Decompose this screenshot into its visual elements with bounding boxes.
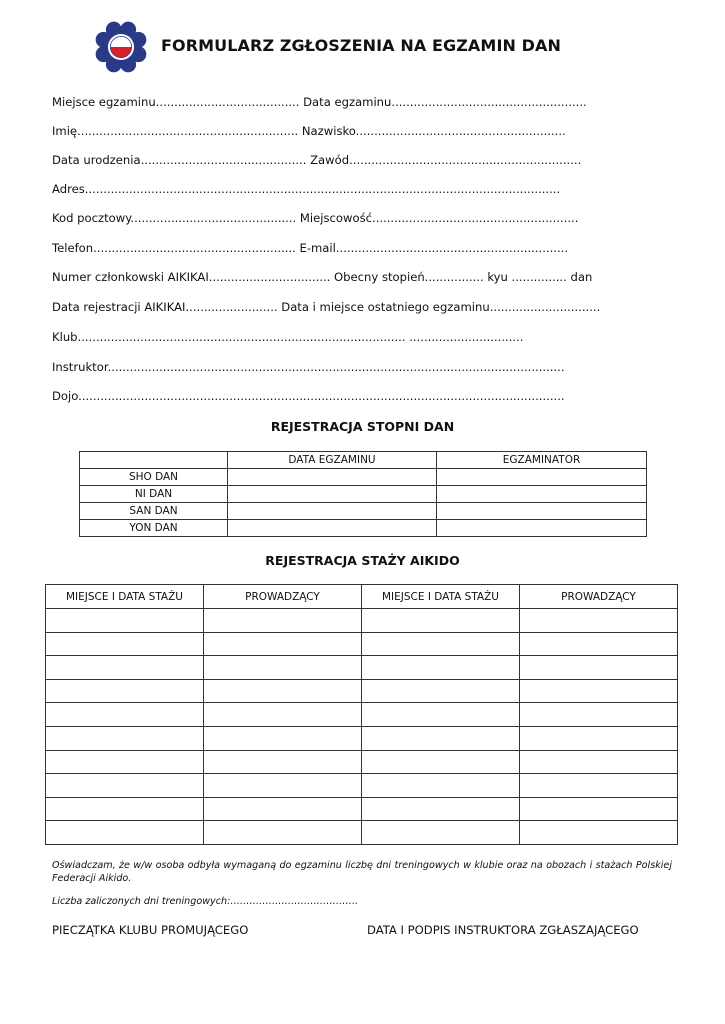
column-header: EGZAMINATOR — [437, 452, 647, 469]
table-cell[interactable] — [46, 750, 204, 774]
table-cell[interactable] — [520, 821, 678, 845]
table-header-row — [80, 452, 647, 469]
table-cell[interactable] — [46, 656, 204, 680]
table-cell[interactable] — [46, 632, 204, 656]
table-row — [80, 486, 647, 503]
table-cell[interactable] — [362, 609, 520, 633]
table-cell[interactable] — [520, 797, 678, 821]
table-row — [46, 656, 678, 680]
column-header: PROWADZĄCY — [204, 585, 362, 609]
table-cell[interactable] — [228, 486, 437, 503]
table-cell[interactable] — [362, 774, 520, 798]
table-cell[interactable] — [204, 703, 362, 727]
table-cell[interactable] — [204, 797, 362, 821]
declaration-text: Oświadczam, że w/w osoba odbyła wymaganą do egzaminu liczbę dni treningowych w klubie oraz na obozach i stażach Polskiej Federacji Aikido. — [52, 860, 672, 884]
dan-section-title: REJESTRACJA STOPNI DAN — [270, 419, 455, 434]
column-header: DATA EGZAMINU — [228, 452, 437, 469]
table-cell[interactable] — [520, 703, 678, 727]
table-cell[interactable] — [228, 520, 437, 537]
row-label: SAN DAN — [80, 503, 228, 520]
table-row — [80, 469, 647, 486]
table-row — [46, 609, 678, 633]
field-club[interactable]: Klub......................................................................................... ............................... — [52, 330, 524, 344]
table-row — [46, 821, 678, 845]
table-cell[interactable] — [204, 821, 362, 845]
table-header-row — [46, 585, 678, 609]
field-birthdate-profession[interactable]: Data urodzenia............................................. Zawód............................................................... — [52, 153, 582, 167]
table-cell[interactable] — [46, 703, 204, 727]
table-cell[interactable] — [362, 679, 520, 703]
table-cell[interactable] — [204, 774, 362, 798]
staz-registration-table — [45, 584, 678, 845]
table-cell[interactable] — [46, 797, 204, 821]
table-cell[interactable] — [46, 726, 204, 750]
table-cell[interactable] — [520, 679, 678, 703]
column-header: PROWADZĄCY — [520, 585, 678, 609]
table-cell[interactable] — [362, 726, 520, 750]
column-header: MIEJSCE I DATA STAŻU — [362, 585, 520, 609]
staz-section-title: REJESTRACJA STAŻY AIKIDO — [265, 553, 460, 568]
row-label: SHO DAN — [80, 469, 228, 486]
field-member-number-grade[interactable]: Numer członkowski AIKIKAI................................. Obecny stopień................ kyu ............... dan — [52, 270, 593, 284]
table-cell[interactable] — [204, 726, 362, 750]
training-days-count[interactable]: Liczba zaliczonych dni treningowych:…………………………………. — [52, 896, 359, 907]
table-row — [46, 679, 678, 703]
table-cell[interactable] — [520, 656, 678, 680]
table-cell[interactable] — [228, 503, 437, 520]
table-row — [46, 632, 678, 656]
table-cell[interactable] — [362, 821, 520, 845]
table-cell[interactable] — [362, 750, 520, 774]
table-cell[interactable] — [46, 774, 204, 798]
row-label: YON DAN — [80, 520, 228, 537]
dan-registration-table — [79, 451, 647, 537]
table-cell[interactable] — [46, 679, 204, 703]
table-cell[interactable] — [204, 750, 362, 774]
table-cell[interactable] — [204, 632, 362, 656]
field-exam-place-date[interactable]: Miejsce egzaminu....................................... Data egzaminu..................................................... — [52, 95, 587, 109]
table-cell[interactable] — [228, 469, 437, 486]
table-row — [80, 520, 647, 537]
table-row — [46, 750, 678, 774]
form-title: FORMULARZ ZGŁOSZENIA NA EGZAMIN DAN — [161, 36, 562, 55]
field-instructor[interactable]: Instruktor............................................................................................................................ — [52, 360, 565, 374]
table-cell[interactable] — [46, 821, 204, 845]
table-cell[interactable] — [204, 656, 362, 680]
table-cell[interactable] — [520, 632, 678, 656]
table-cell[interactable] — [520, 750, 678, 774]
instructor-signature-label: DATA I PODPIS INSTRUKTORA ZGŁASZAJĄCEGO — [367, 923, 639, 937]
table-cell[interactable] — [362, 797, 520, 821]
table-row — [46, 774, 678, 798]
federation-logo — [92, 18, 150, 76]
field-name-surname[interactable]: Imię............................................................ Nazwisko......................................................... — [52, 124, 566, 138]
table-cell[interactable] — [520, 726, 678, 750]
field-registration-last-exam[interactable]: Data rejestracji AIKIKAI......................... Data i miejsce ostatniego egzaminu.............................. — [52, 300, 601, 314]
field-phone-email[interactable]: Telefon....................................................... E-mail............................................................... — [52, 241, 569, 255]
table-cell[interactable] — [437, 503, 647, 520]
table-row — [80, 503, 647, 520]
table-cell[interactable] — [437, 520, 647, 537]
table-row — [46, 797, 678, 821]
club-stamp-label: PIECZĄTKA KLUBU PROMUJĄCEGO — [52, 923, 249, 937]
table-row — [46, 703, 678, 727]
table-cell[interactable] — [362, 656, 520, 680]
table-cell[interactable] — [362, 703, 520, 727]
table-cell[interactable] — [520, 774, 678, 798]
field-dojo[interactable]: Dojo.................................................................................................................................... — [52, 389, 565, 403]
table-cell[interactable] — [362, 632, 520, 656]
table-cell[interactable] — [204, 679, 362, 703]
table-cell[interactable] — [437, 486, 647, 503]
table-cell[interactable] — [520, 609, 678, 633]
table-cell[interactable] — [46, 609, 204, 633]
table-cell[interactable] — [437, 469, 647, 486]
column-header: MIEJSCE I DATA STAŻU — [46, 585, 204, 609]
field-address[interactable]: Adres................................................................................................................................. — [52, 182, 561, 196]
table-cell[interactable] — [204, 609, 362, 633]
field-postcode-city[interactable]: Kod pocztowy............................................. Miejscowość........................................................ — [52, 211, 579, 225]
column-header — [80, 452, 228, 469]
table-row — [46, 726, 678, 750]
row-label: NI DAN — [80, 486, 228, 503]
